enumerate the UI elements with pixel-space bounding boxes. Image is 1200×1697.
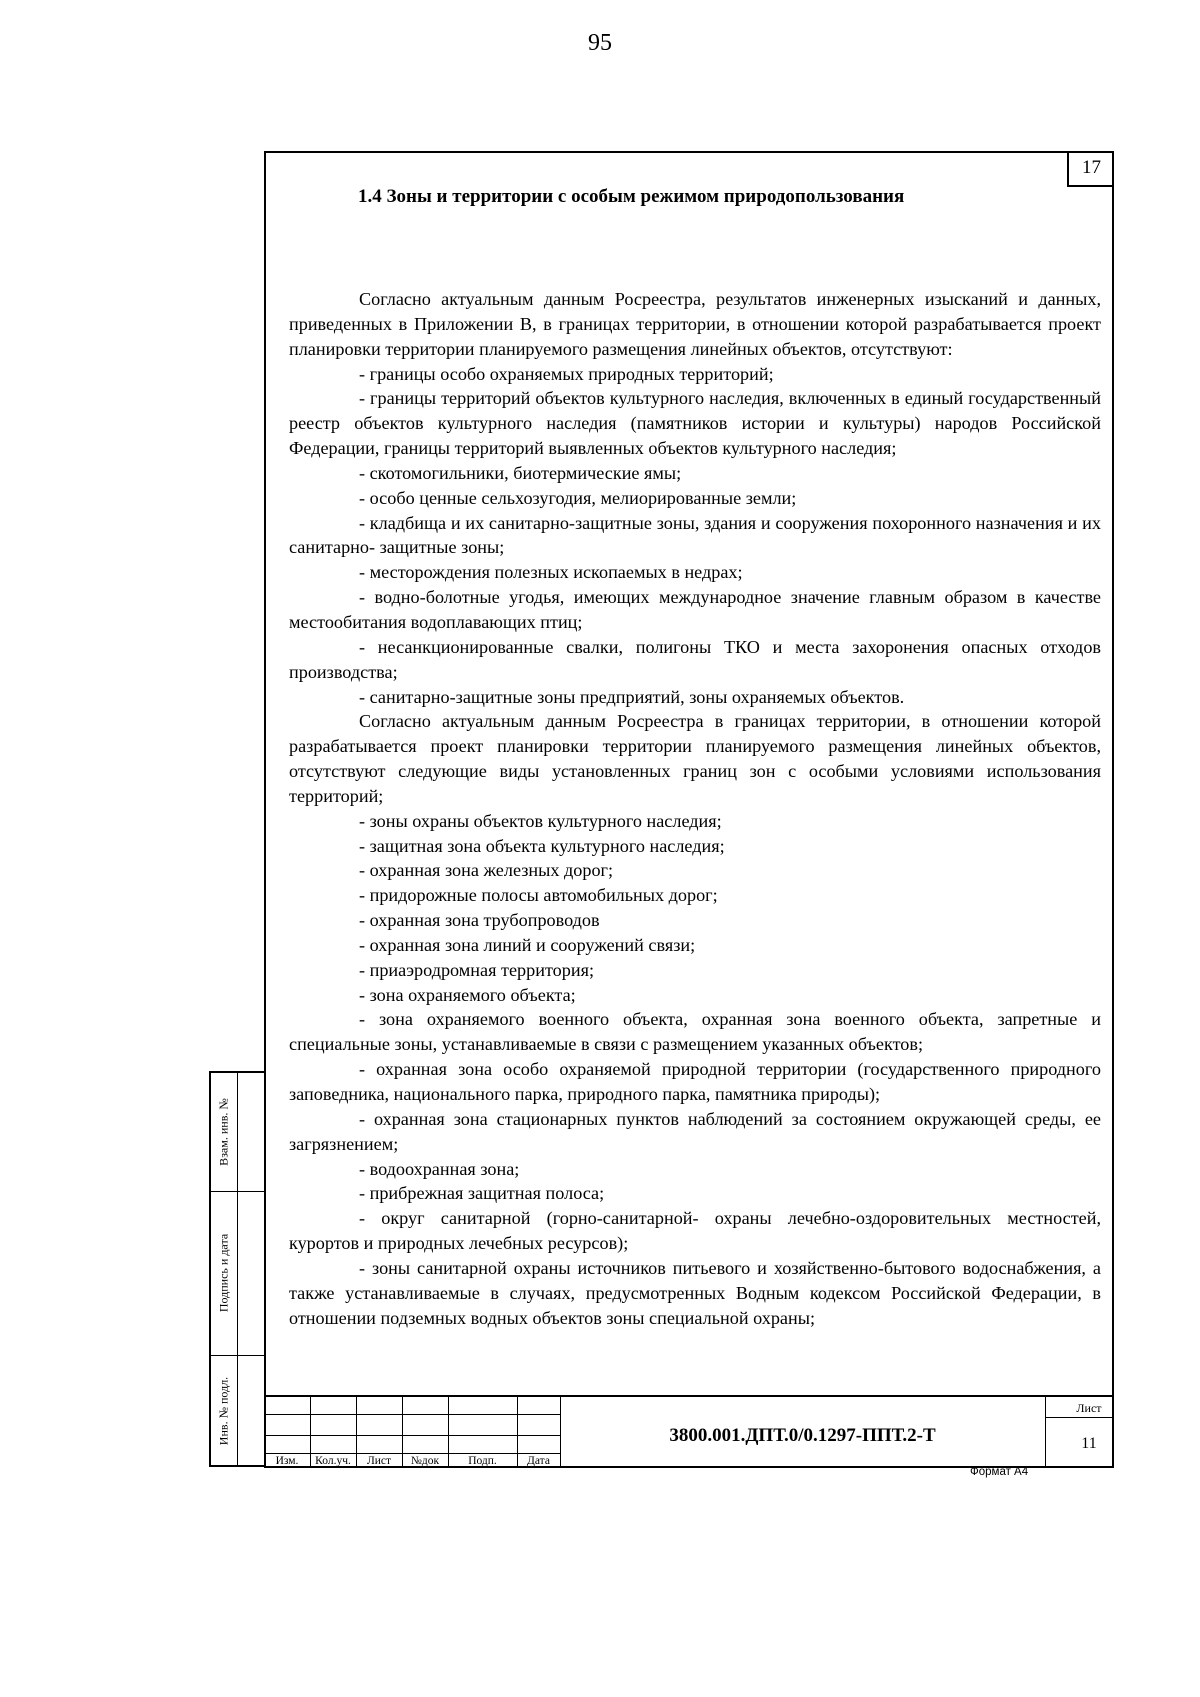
title-block-row-line [264,1414,560,1415]
list-item: - скотомогильники, биотермические ямы; [359,462,682,483]
list-item: - несанкционированные свалки, полигоны ТКО и места захоронения опасных отходов производства; [289,636,1101,682]
list-item: - зона охраняемого военного объекта, охранная зона военного объекта, запретные и специальные зоны, устанавливаемые в связи с размещением указанных объектов; [289,1009,1101,1055]
list-item: - охранная зона линий и сооружений связи; [359,934,696,955]
paragraph: Согласно актуальным данным Росреестра в границах территории, в отношении которой разрабатывается проект планировки территории планируемого размещения линейных объектов, отсутствуют следующие виды установленных границ зон с особыми условиями использования территорий; [289,711,1101,806]
header-change: Изм. [275,1455,299,1467]
side-stamp-row-divider [211,1355,264,1356]
list-item: - охранная зона трубопроводов [359,910,600,931]
header-date: Дата [527,1455,550,1467]
list-item: - санитарно-защитные зоны предприятий, зоны охраняемых объектов. [359,686,905,707]
list-item: - водоохранная зона; [359,1158,520,1179]
list-item: - охранная зона особо охраняемой природной территории (государственного природного заповедника, национального парка, природного парка, памятника природы); [289,1059,1101,1104]
document-code: 3800.001.ДПТ.0/0.1297-ППТ.2-Т [669,1425,936,1446]
title-block-col-line [1045,1397,1046,1468]
list-item: - защитная зона объекта культурного наследия; [359,835,725,856]
title-block-row-line [264,1435,560,1436]
format-label: Формат А4 [970,1466,1029,1478]
list-item: - месторождения полезных ископаемых в недрах; [359,562,743,583]
list-item: - округ санитарной (горно-санитарной- охраны лечебно-оздоровительных местностей, курортов и природных лечебных ресурсов); [289,1208,1101,1254]
list-item: - зона охраняемого объекта; [359,984,576,1005]
title-block-row-line [264,1453,560,1454]
list-item: - зоны санитарной охраны источников питьевого и хозяйственно-бытового водоснабжения, а также устанавливаемые в случаях, предусмотренных Водным кодексом Российской Федерации, в отношении подземных водных объектов зоны специальной охраны; [289,1257,1101,1328]
paragraph: Согласно актуальным данным Росреестра, результатов инженерных изысканий и данных, приведенных в Приложении В, в границах территории, в отношении которой разрабатывается проект планировки территории планируемого размещения линейных объектов, отсутствуют: [289,289,1101,359]
title-block [264,1395,1114,1468]
body-text [289,287,1101,1330]
title-block-row-line [1045,1417,1112,1418]
replaced-inventory-label: Взам. инв. № [216,1098,231,1166]
section-title: 1.4 Зоны и территории с особым режимом природопользования [358,186,905,207]
list-item: - водно-болотные угодья, имеющих международное значение главным образом в качестве местообитания водоплавающих птиц; [289,587,1101,632]
list-item: - границы территорий объектов культурного наследия, включенных в единый государственный реестр объектов культурного наследия (памятников истории и культуры) народов Российской Федерации, границы территорий выявленных объектов культурного наследия; [289,388,1101,459]
list-item: - приаэродромная территория; [359,959,595,980]
header-quantity: Кол.уч. [315,1455,351,1467]
list-item: - охранная зона стационарных пунктов наблюдений за состоянием окружающей среды, ее загрязнением; [289,1108,1101,1154]
signature-date-label: Подпись и дата [216,1233,231,1313]
sheet-number: 11 [1081,1435,1097,1452]
side-stamp-divider [237,1073,238,1465]
side-stamp [209,1071,266,1467]
header-sheet: Лист [366,1455,392,1467]
header-signature: Подп. [468,1455,497,1467]
list-item: - кладбища и их санитарно-защитные зоны, здания и сооружения похоронного назначения и их санитарно- защитные зоны; [289,512,1101,558]
original-inventory-label: Инв. № подл. [216,1376,231,1446]
list-item: - прибрежная защитная полоса; [359,1183,605,1204]
list-item: - придорожные полосы автомобильных дорог; [359,885,718,906]
list-item: - зоны охраны объектов культурного наследия; [359,810,722,831]
sheet-label: Лист [1076,1401,1102,1415]
corner-sheet-number: 17 [1067,151,1114,187]
header-doc-number: №док [410,1455,440,1467]
side-stamp-row-divider [211,1191,264,1192]
page-number: 95 [588,30,612,56]
list-item: - границы особо охраняемых природных территорий; [359,363,774,384]
list-item: - охранная зона железных дорог; [359,860,614,881]
list-item: - особо ценные сельхозугодия, мелиорированные земли; [359,487,797,508]
